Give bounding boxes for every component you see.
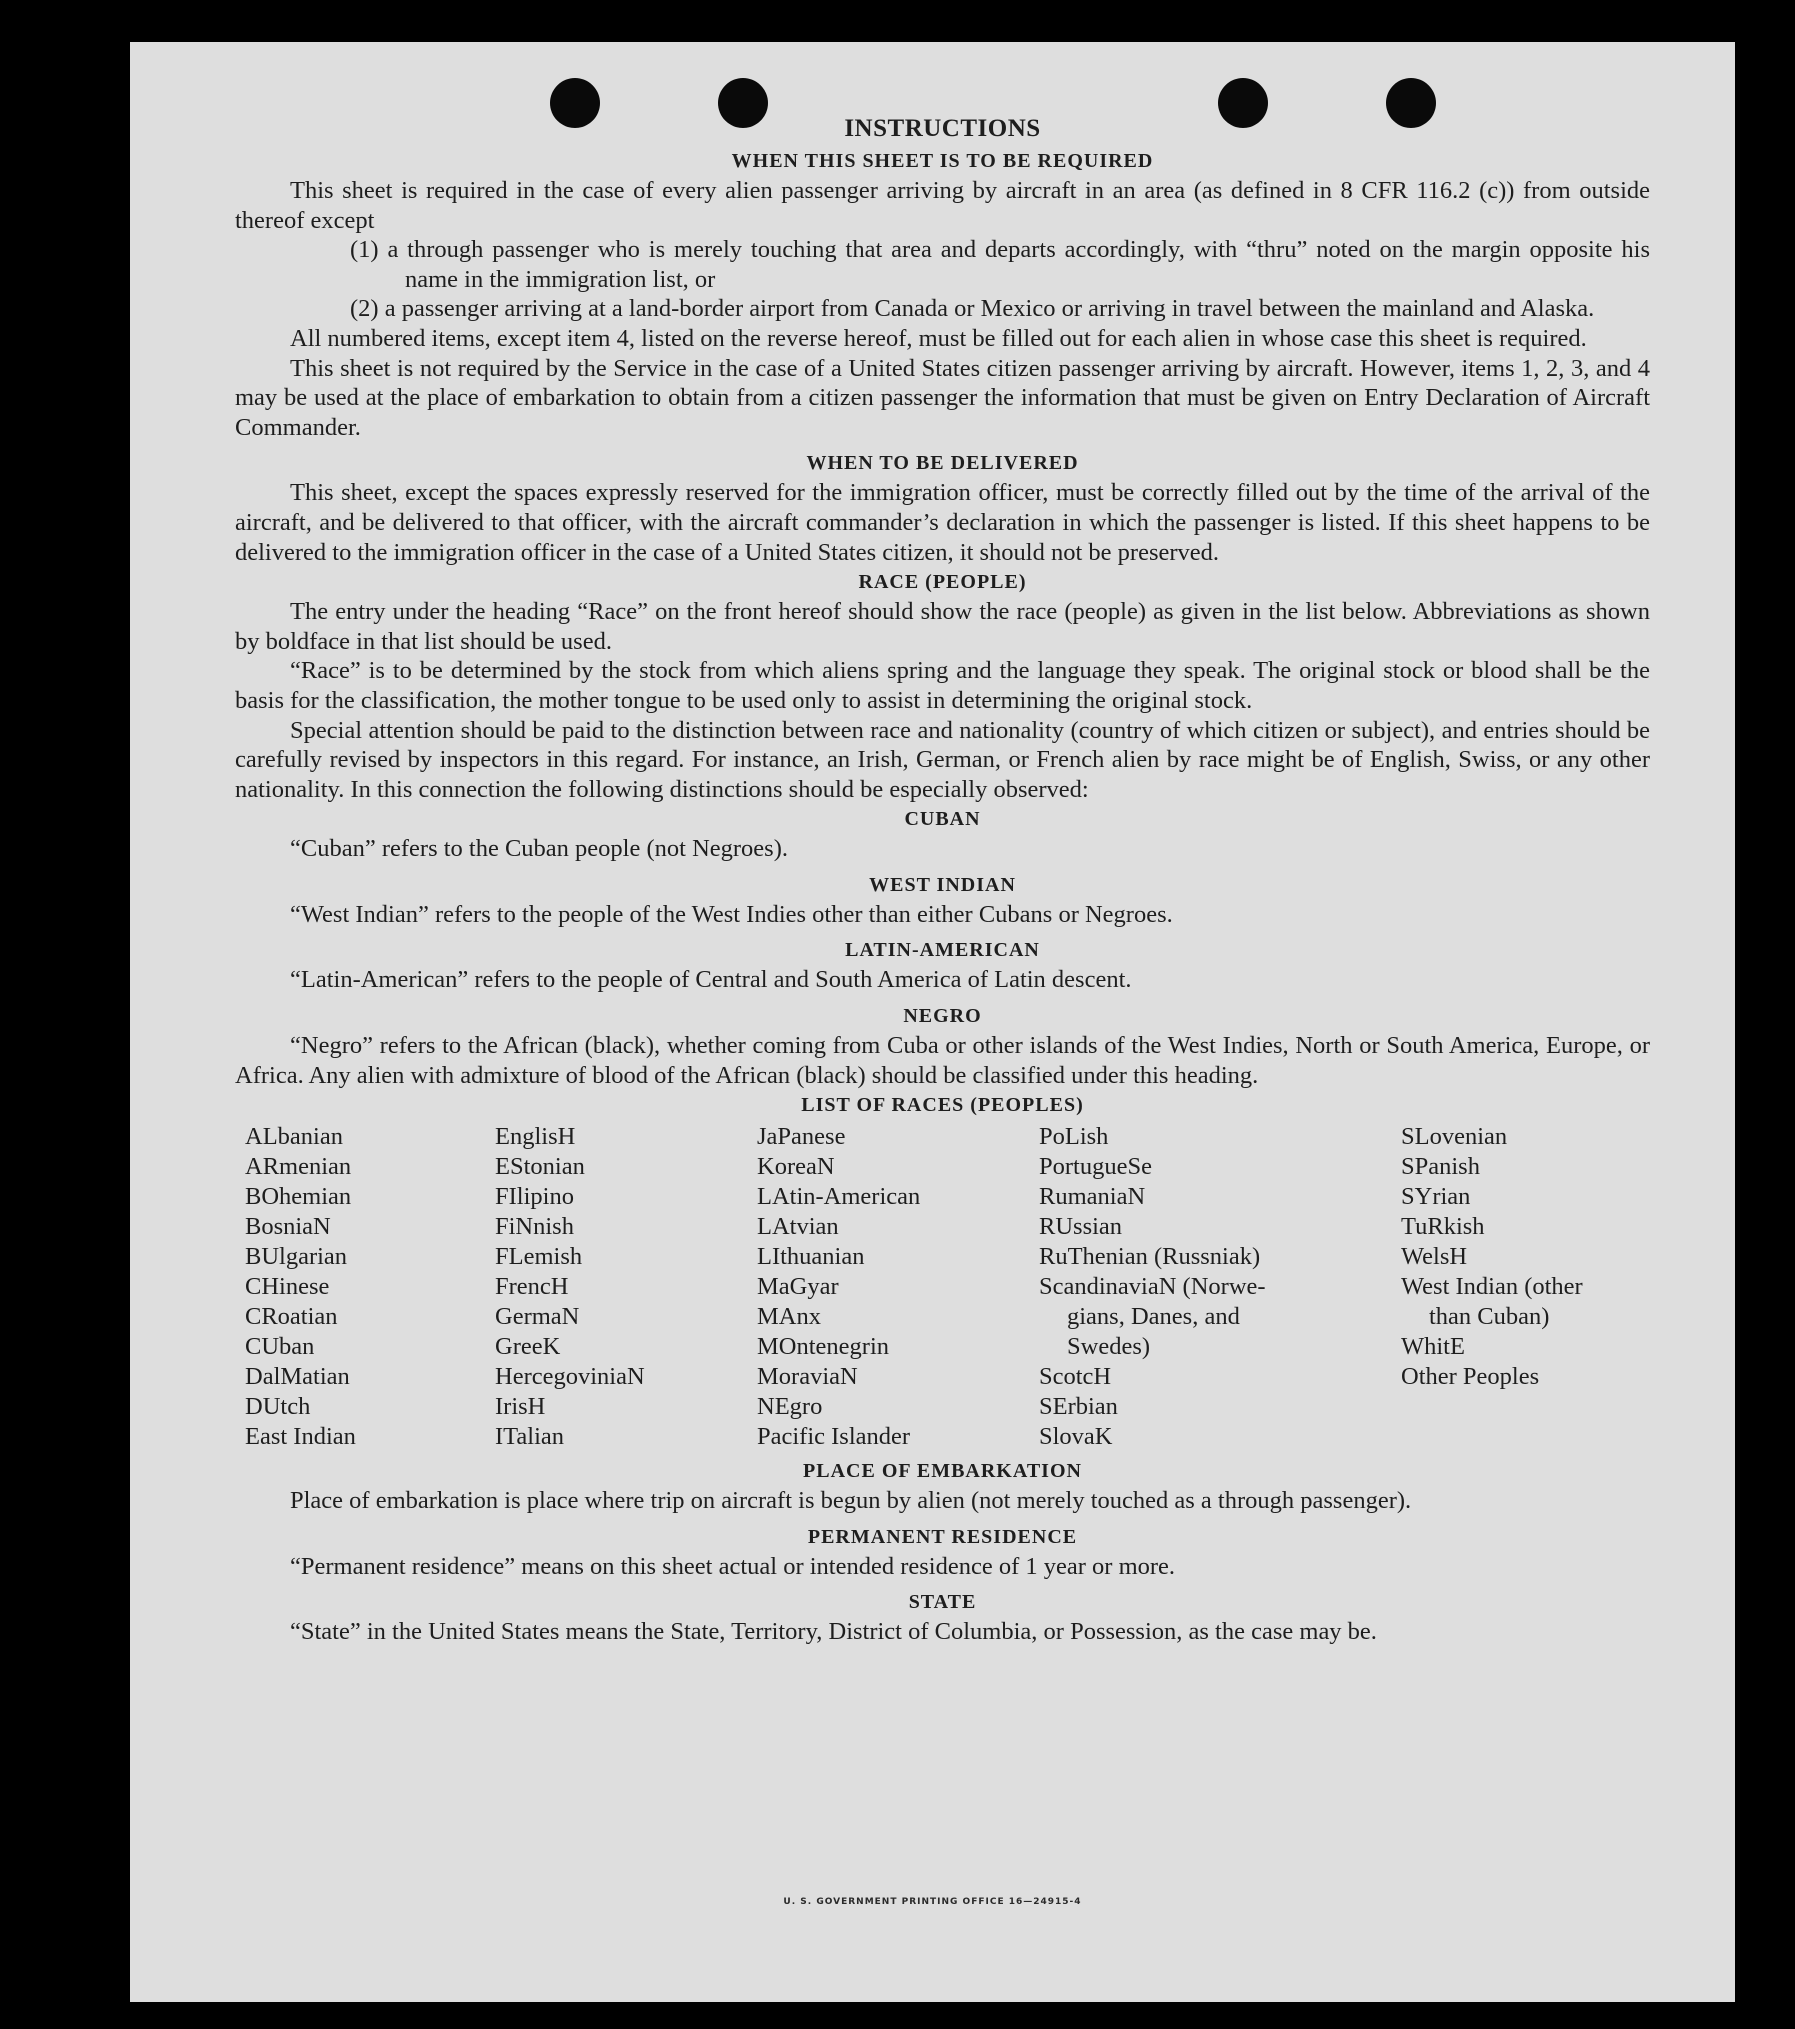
race-item: EStonian — [495, 1153, 585, 1181]
race-item: JaPanese — [757, 1123, 846, 1151]
race-item: East Indian — [245, 1423, 356, 1451]
race-item: DalMatian — [245, 1363, 350, 1391]
race-item: EnglisH — [495, 1123, 576, 1151]
list-item: (2) a passenger arriving at a land-border airport from Canada or Mexico or arriving in travel between the mainland and Alaska. — [350, 295, 1595, 323]
paragraph: “Race” is to be determined by the stock from which aliens spring and the language they speak. The original stock or blood shall be the basis for the classification, the mother tongue to be used only to assist in determining the original stock. — [235, 657, 1650, 714]
paragraph: “Permanent residence” means on this sheet actual or intended residence of 1 year or more. — [290, 1552, 1176, 1580]
race-item: FiNnish — [495, 1213, 574, 1241]
race-item: PoLish — [1039, 1123, 1109, 1151]
race-item: FLemish — [495, 1243, 583, 1271]
race-item: GreeK — [495, 1333, 561, 1361]
page-title: INSTRUCTIONS — [844, 115, 1041, 142]
race-item: LAtvian — [757, 1213, 839, 1241]
race-item: LIthuanian — [757, 1243, 865, 1271]
section-heading: STATE — [908, 1591, 977, 1614]
race-item: KoreaN — [757, 1153, 835, 1181]
race-column — [495, 1122, 757, 1452]
section-heading: CUBAN — [904, 808, 981, 831]
paragraph: This sheet, except the spaces expressly reserved for the immigration officer, must be correctly filled out by the time of the arrival of the aircraft, and be delivered to that officer, with the aircraft commander’s declaration in which the passenger is listed. If this sheet happens to be delivered to the immigration officer in the case of a United States citizen, it should not be preserved. — [235, 479, 1650, 566]
printer-imprint: U. S. GOVERNMENT PRINTING OFFICE 16—24915-4 — [783, 1897, 1082, 1907]
race-item: BosniaN — [245, 1213, 331, 1241]
paragraph: The entry under the heading “Race” on the front hereof should show the race (people) as given in the list below. Abbreviations as shown by boldface in that list should be used. — [235, 598, 1650, 655]
race-item: SErbian — [1039, 1393, 1118, 1421]
race-item: LAtin-American — [757, 1183, 921, 1211]
race-item: FIlipino — [495, 1183, 574, 1211]
paragraph: Place of embarkation is place where trip on aircraft is begun by alien (not merely touched as a through passenger). — [290, 1487, 1412, 1515]
section-heading: WEST INDIAN — [869, 873, 1016, 896]
race-item: WelsH — [1401, 1243, 1468, 1271]
paragraph: This sheet is required in the case of every alien passenger arriving by aircraft in an area (as defined in 8 CFR 116.2 (c)) from outside thereof except — [235, 177, 1650, 234]
section-heading: RACE (PEOPLE) — [858, 571, 1027, 594]
section-heading: NEGRO — [903, 1005, 982, 1028]
race-column — [1039, 1122, 1401, 1452]
race-item: MAnx — [757, 1303, 821, 1331]
race-item: SlovaK — [1039, 1423, 1113, 1451]
paragraph: “Latin-American” refers to the people of Central and South America of Latin descent. — [290, 966, 1132, 994]
race-item: IrisH — [495, 1393, 546, 1421]
race-item: HercegoviniaN — [495, 1363, 645, 1391]
race-item: Pacific Islander — [757, 1423, 911, 1451]
race-item: CHinese — [245, 1273, 330, 1301]
document-sheet — [130, 42, 1735, 2002]
race-item: MOntenegrin — [757, 1333, 889, 1361]
race-item: RUssian — [1039, 1213, 1123, 1241]
race-item: SLovenian — [1401, 1123, 1508, 1151]
race-item: CRoatian — [245, 1303, 338, 1331]
race-column — [245, 1122, 495, 1452]
race-item: NEgro — [757, 1393, 823, 1421]
race-column — [1401, 1122, 1660, 1452]
section-heading: WHEN TO BE DELIVERED — [806, 452, 1079, 475]
race-item: DUtch — [245, 1393, 311, 1421]
race-item: than Cuban) — [1429, 1303, 1550, 1331]
race-item: FrencH — [495, 1273, 569, 1301]
race-item: gians, Danes, and — [1067, 1303, 1240, 1331]
race-item: SPanish — [1401, 1153, 1480, 1181]
section-heading: PERMANENT RESIDENCE — [807, 1525, 1078, 1548]
race-item: ITalian — [495, 1423, 565, 1451]
section-heading: LATIN-AMERICAN — [845, 939, 1040, 962]
paragraph: “Cuban” refers to the Cuban people (not Negroes). — [290, 835, 788, 863]
race-item: ALbanian — [245, 1123, 343, 1151]
race-item: Swedes) — [1067, 1333, 1151, 1361]
race-item: BOhemian — [245, 1183, 352, 1211]
race-item: GermaN — [495, 1303, 580, 1331]
race-item: PortugueSe — [1039, 1153, 1152, 1181]
document-body — [235, 112, 1650, 1647]
race-item: Other Peoples — [1401, 1363, 1540, 1391]
race-item: ScotcH — [1039, 1363, 1112, 1391]
race-list — [245, 1122, 1650, 1452]
race-column — [757, 1122, 1039, 1452]
race-item: MaGyar — [757, 1273, 839, 1301]
section-heading: WHEN THIS SHEET IS TO BE REQUIRED — [731, 150, 1154, 172]
race-item: BUlgarian — [245, 1243, 348, 1271]
race-item: ARmenian — [245, 1153, 352, 1181]
paragraph: This sheet is not required by the Service in the case of a United States citizen passenger arriving by aircraft. However, items 1, 2, 3, and 4 may be used at the place of embarkation to obtain from a citizen passenger the information that must be given on Entry Declaration of Aircraft Commander. — [235, 354, 1650, 441]
race-item: RumaniaN — [1039, 1183, 1146, 1211]
race-item: WhitE — [1401, 1333, 1465, 1361]
race-item: RuThenian (Russniak) — [1039, 1243, 1261, 1271]
race-item: TuRkish — [1401, 1213, 1485, 1241]
paragraph: “West Indian” refers to the people of the West Indies other than either Cubans or Negroes. — [290, 900, 1173, 928]
race-item: ScandinaviaN (Norwe- — [1039, 1273, 1266, 1301]
race-item: CUban — [245, 1333, 315, 1361]
paragraph: Special attention should be paid to the distinction between race and nationality (country of which citizen or subject), and entries should be carefully revised by inspectors in this regard. For instance, an Irish, German, or French alien by race might be of English, Swiss, or any other nationality. In this connection the following distinctions should be especially observed: — [235, 716, 1650, 803]
list-item: (1) a through passenger who is merely touching that area and departs accordingly, with “thru” noted on the margin opposite his name in the immigration list, or — [350, 236, 1650, 293]
section-heading: LIST OF RACES (PEOPLES) — [801, 1094, 1084, 1117]
paragraph: “State” in the United States means the State, Territory, District of Columbia, or Possession, as the case may be. — [290, 1618, 1377, 1646]
section-heading: PLACE OF EMBARKATION — [803, 1460, 1082, 1483]
paragraph: “Negro” refers to the African (black), whether coming from Cuba or other islands of the West Indies, North or South America, Europe, or Africa. Any alien with admixture of blood of the African (black) should be classified under this heading. — [235, 1032, 1650, 1089]
race-item: West Indian (other — [1401, 1273, 1583, 1301]
race-item: MoraviaN — [757, 1363, 858, 1391]
race-item: SYrian — [1401, 1183, 1471, 1211]
paragraph: All numbered items, except item 4, listed on the reverse hereof, must be filled out for each alien in whose case this sheet is required. — [290, 324, 1587, 352]
